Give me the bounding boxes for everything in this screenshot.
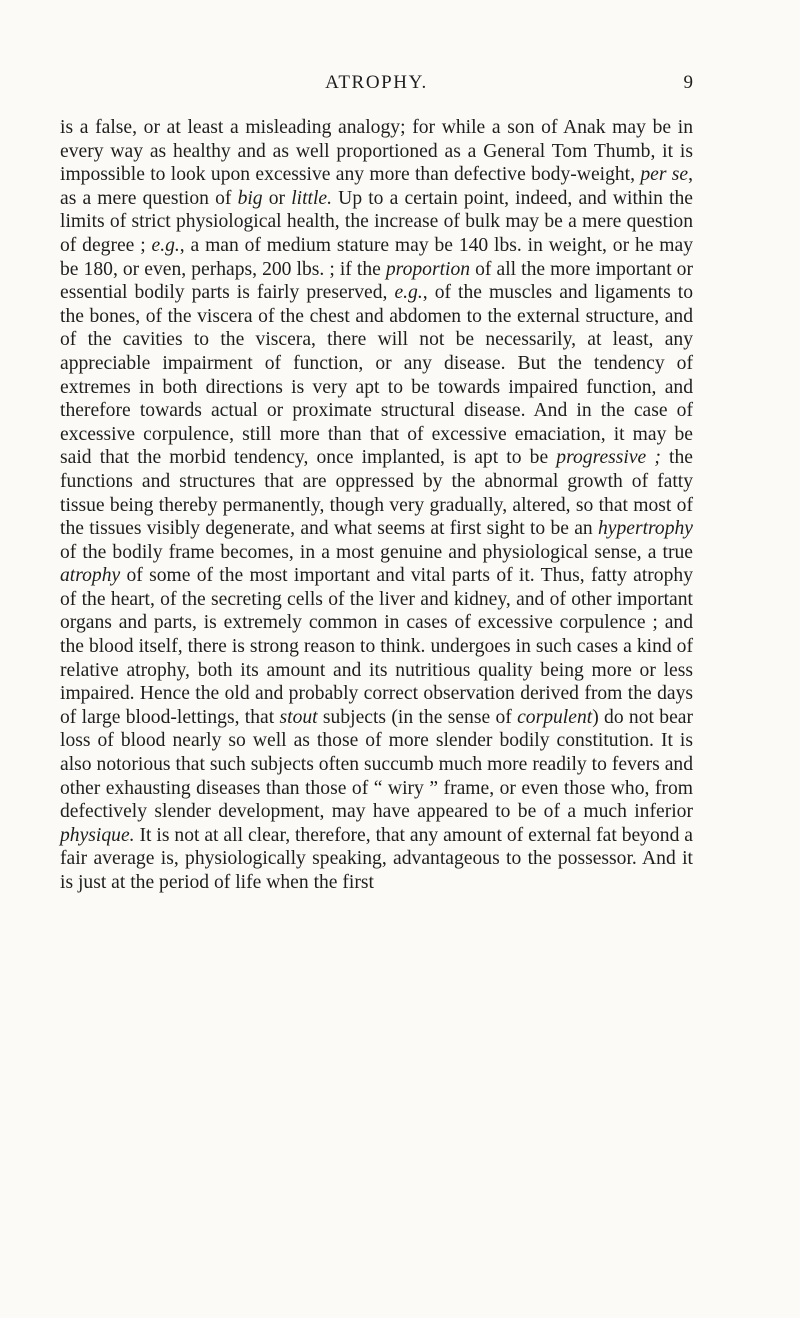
body-paragraph [60, 116, 693, 895]
italic-phrase: physique. [60, 824, 135, 846]
text-run: of some of the most important and vital parts of it. Thus, fatty atrophy of the heart, of the secreting cells of the liver and kidney, and of other important organs and parts, is extremely common in cases of excessive corpulence ; and the blood itself, there is strong reason to think. undergoes in such cases a kind of relative atrophy, both its amount and its nutritious quality being more or less impaired. Hence the old and probably correct observation derived from the days of large blood-lettings, that [60, 565, 693, 728]
text-run: ) do not bear loss of blood nearly so well as those of more slender bodily constitution. It is also notorious that such subjects often succumb much more readily to fevers and other exhausting diseases than those of “ wiry ” frame, or even those who, from defectively slender development, may have appeared to be of a much inferior [60, 706, 693, 823]
text-run: It is not at all clear, therefore, that any amount of external fat beyond a fair average is, physiologically speaking, advantageous to the possessor. And it is just at the period of life when the first [60, 824, 693, 893]
italic-phrase: corpulent [517, 706, 593, 728]
text-run: of the bodily frame becomes, in a most genuine and physiological sense, a true [60, 541, 693, 563]
italic-phrase: atrophy [60, 565, 121, 587]
text-run: is a false, or at least a misleading analogy; for while a son of Anak may be in every way as healthy and as well proportioned as a General Tom Thumb, it is impossible to look upon excessive any more than defective body-weight, [60, 117, 693, 186]
italic-phrase: hypertrophy [597, 518, 693, 540]
text-run: Up to a certain point, indeed, and within the limits of strict physiological health, the increase of bulk may be a mere question of degree ; [60, 187, 694, 256]
italic-phrase: per se [640, 164, 689, 186]
text-run: , as a mere question of [60, 164, 693, 209]
italic-phrase: e.g. [151, 234, 180, 256]
italic-phrase: stout [279, 706, 318, 728]
text-run: or [262, 187, 292, 209]
italic-phrase: big [237, 187, 263, 209]
text-run: of all the more important or essential bodily parts is fairly preserved, [60, 258, 694, 304]
text-run: , of the muscles and ligaments to the bones, of the viscera of the chest and abdomen to the external structure, and of the cavities to the viscera, there will not be necessarily, at least, any appreciable impairment of function, or any disease. But the tendency of extremes in both directions is very apt to be towards impaired function, and therefore towards actual or proximate structural disease. And in the case of excessive corpulence, still more than that of excessive emaciation, it may be said that the morbid tendency, once implanted, is apt to be [60, 282, 694, 469]
text-run: , a man of medium stature may be 140 lbs. in weight, or he may be 180, or even, perhaps, 200 lbs. ; if the [60, 234, 694, 280]
italic-phrase: little. [291, 187, 333, 209]
text-run: the functions and structures that are oppressed by the abnormal growth of fatty tissue being thereby permanently, though very gradually, altered, so that most of the tissues visibly degenerate, and what seems at first sight to be an [60, 447, 693, 540]
running-title: ATROPHY. [325, 72, 428, 93]
italic-phrase: progressive ; [556, 447, 661, 469]
page-number: 9 [683, 72, 693, 93]
italic-phrase: proportion [385, 258, 471, 280]
italic-phrase: e.g. [394, 282, 423, 304]
running-head [60, 72, 693, 102]
text-run: subjects (in the sense of [317, 706, 518, 728]
